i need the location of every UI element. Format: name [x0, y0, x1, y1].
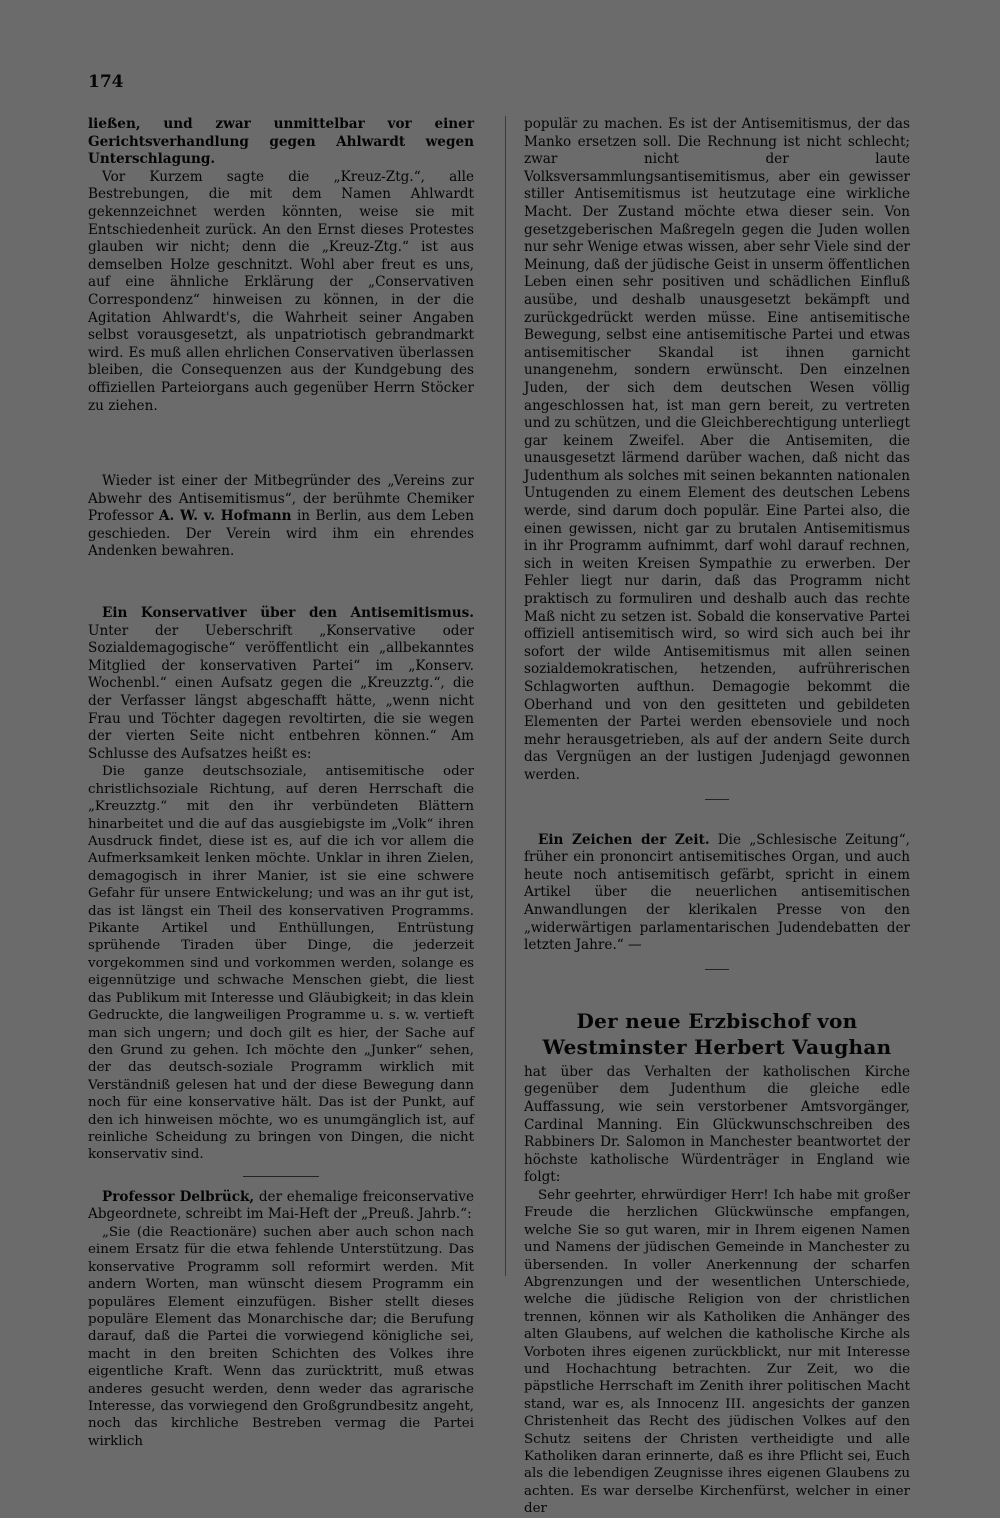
section-divider	[243, 1176, 319, 1177]
quote-delbrueck: „Sie (die Reactionäre) suchen aber auch schon nach einem Ersatz für die etwa fehlende Unterstützung. Das konservative Programm soll reformirt werden. Mit andern Worten, man wünscht diesem Programm ein populäres Element einzufügen. Bisher stellt dieses populäre Element das Monarchische dar; die Berufung darauf, daß die Partei die vorwiegend königliche sei, macht in den breiten Schichten des Volkes ihre eigentliche Kraft. Wenn das zurücktritt, muß etwas anderes gesucht werden, denn weder das agrarische Interesse, das vorwiegend den Großgrundbesitz angeht, noch das kirchliche Bestreben vermag die Partei wirklich	[88, 1224, 474, 1449]
hofmann-text-b: in Berlin, aus dem Leben geschieden. Der Verein wird ihm ein ehrendes Andenken bewahren.	[88, 508, 474, 560]
column-separator	[505, 116, 506, 1276]
quote-vaughan-letter: Sehr geehrter, ehrwürdiger Herr! Ich habe mit großer Freude die herzlichen Glückwünsche empfangen, welche Sie so gut waren, mir in Ihrem eigenen Namen und Namens der jüdischen Gemeinde in Manchester zu übersenden. In voller Anerkennung der scharfen Abgrenzungen und der wesentlichen Unterschiede, welche die jüdische Religion von der christlichen trennen, können wir als Katholiken die Anhänger des alten Glaubens, auf welchen die katholische Kirche als Vorboten ihres eigenen zurückblickt, nur mit Interesse und Hochachtung betrachten. Zur Zeit, wo die päpstliche Herrschaft im Zenith ihrer politischen Macht stand, war es, als Innocenz III. angesichts der ganzen Christenheit das Recht des jüdischen Volkes auf den Schutz seitens der Christen vertheidigte und alle Katholiken daran erinnerte, daß es ihre Pflicht sei, Euch als die lebendigen Zeugnisse ihres eigenen Glaubens zu achten. Es war derselbe Kirchenfürst, welcher in einer der	[524, 1187, 910, 1517]
paragraph-vaughan: hat über das Verhalten der katholischen Kirche gegenüber dem Judenthum die gleiche edle Auffassung, wie sein verstorbener Amtsvorgänger, Cardinal Manning. Ein Glückwunschschreiben des Rabbiners Dr. Salomon in Manchester beantwortet der höchste katholische Würdenträger in England wie folgt:	[524, 1063, 910, 1186]
paragraph-kreuz-ztg: Vor Kurzem sagte die „Kreuz-Ztg.“, alle Bestrebungen, die mit dem Namen Ahlwardt gekennzeichnet werden könnten, weise sie mit Entschiedenheit zurück. An den Ernst dieses Protestes glauben wir nicht; denn die „Kreuz-Ztg.“ ist aus demselben Holze geschnitzt. Wohl aber freut es uns, auf eine ähnliche Erklärung der „Conservativen Correspondenz“ hinweisen zu können, in der die Agitation Ahlwardt's, die Wahrheit seiner Angaben selbst vorausgesetzt, als unpatriotisch gebrandmarkt wird. Es muß allen ehrlichen Conservativen überlassen bleiben, die Consequenzen aus der Kundgebung des offiziellen Parteiorgans auch gegenüber Herrn Stöcker zu ziehen.	[88, 168, 474, 414]
konservativer-text: Unter der Ueberschrift „Konservative oder Sozialdemagogische“ veröffentlicht ein „allbekanntes Mitglied der konservativen Partei“ im „Konserv. Wochenbl.“ einen Aufsatz gegen die „Kreuzztg.“, die der Verfasser längst abgeschafft hätte, „wenn nicht Frau und Töchter dagegen revoltirten, die sie wegen der vierten Seite nicht entbehren können.“ Am Schlusse des Aufsatzes heißt es:	[88, 622, 474, 762]
section-heading-konservativer: Ein Konservativer über den Antisemitismus.	[102, 605, 474, 622]
section-divider	[705, 969, 729, 970]
article-continuation: ließen, und zwar unmittelbar vor einer Gerichtsverhandlung gegen Ahlwardt wegen Unterschlagung.	[88, 116, 474, 168]
page-number: 174	[88, 72, 124, 92]
paragraph-hofmann	[88, 473, 474, 561]
zeichen-text: Die „Schlesische Zeitung“, früher ein prononcirt antisemitisches Organ, und auch heute noch antisemitisch gefärbt, spricht in einem Artikel über die neuerlichen antisemitischen Anwandlungen der klerikalen Presse von den „widerwärtigen parlamentarischen Judendebatten der letzten Jahre.“ —	[524, 831, 910, 954]
article-headline: Der neue Erzbischof von Westminster Herbert Vaughan	[542, 1008, 892, 1059]
paragraph-antisemitismus-continuation: populär zu machen. Es ist der Antisemitismus, der das Manko ersetzen soll. Die Rechnung ist nicht schlecht; zwar nicht der laute Volksversammlungsantisemitismus, aber ein gewisser stiller Antisemitismus ist heutzutage eine wirkliche Macht. Der Zustand möchte etwa dieser sein. Von gesetzgeberischen Maßregeln gegen die Juden wollen nur sehr Wenige etwas wissen, aber sehr Viele sind der Meinung, daß der jüdische Geist in unserm öffentlichen Leben einen sehr positiven und schädlichen Einfluß ausübe, und deshalb unausgesetzt bekämpft und zurückgedrückt werden müsse. Eine antisemitische Bewegung, selbst eine antisemitische Partei und etwas antisemitischer Skandal ist ihnen garnicht unangenehm, sondern erwünscht. Den einzelnen Juden, der sich dem deutschen Wesen völlig angeschlossen hat, ist man gern bereit, zu vertreten und zu schützen, und die Gleichberechtigung unterliegt gar keinem Zweifel. Aber die Antisemiten, die unausgesetzt lärmend darüber wachen, daß nicht das Judenthum als solches mit seinen bekannten nationalen Untugenden zu einem Element des deutschen Lebens werde, sind darum doch populär. Eine Partei also, die einen gewissen, nicht gar zu brutalen Antisemitismus in ihr Programm aufnimmt, darf wohl darauf rechnen, sich in weiten Kreisen Sympathie zu erwerben. Der Fehler liegt nur darin, daß das Programm nicht praktisch zu formuliren und deshalb auch das rechte Maß nicht zu setzen ist. Sobald die konservative Partei offiziell antisemitisch wird, so wird sich auch bei ihr sofort der wilde Antisemitismus mit allen seinen sozialdemokratischen, hetzenden, aufrührerischen Schlagworten aufthun. Demagogie bekommt die Oberhand und von den gesitteten und gebildeten Elementen der Partei werden ebensoviele und noch mehr herausgetrieben, als auf der andern Seite durch das Vergnügen an der lustigen Judenjagd gewonnen werden.	[524, 116, 910, 783]
paragraph-konservativer	[88, 605, 474, 763]
hofmann-text-a: Wieder ist einer der Mitbegründer des „Vereins zur Abwehr des Antisemitismus“, der berühmte Chemiker Professor	[88, 473, 474, 525]
delbrueck-text: der ehemalige freiconservative Abgeordnete, schreibt im Mai-Heft der „Preuß. Jahrb.“:	[88, 1188, 475, 1223]
section-divider	[705, 799, 729, 800]
paragraph-zeichen	[524, 832, 910, 955]
quote-konservativer: Die ganze deutschsoziale, antisemitische oder christlichsoziale Richtung, auf deren Herrschaft die „Kreuzztg.“ mit den ihr verbündeten Blättern hinarbeitet und die auf das ausgiebigste im „Volk“ ihren Ausdruck findet, diese ist es, auf die ich vor allem die Aufmerksamkeit lenken möchte. Unklar in ihren Zielen, demagogisch in ihrer Manier, ist sie eine schwere Gefahr für unsere Entwickelung; und was an ihr gut ist, das ist längst ein Theil des konservativen Programms. Pikante Artikel und Enthüllungen, Entrüstung sprühende Tiraden über Dinge, die jederzeit vorgekommen sind und vorkommen werden, solange es eigennützige und schwache Menschen giebt, die liest das Publikum mit Interesse und Gläubigkeit; in das klein Gedruckte, die langweiligen Programme u. s. w. vertieft man sich ungern; und doch gilt es hier, der Sache auf den Grund zu gehen. Ich möchte den „Junker“ sehen, der das deutsch-soziale Programm wirklich mit Verständniß gelesen hat und der diese Bewegung dann noch für eine konservative hält. Das ist der Punkt, auf den ich hinweisen möchte, wo es unumgänglich ist, auf reinliche Scheidung zu bringen von Dingen, die nicht konservativ sind.	[88, 764, 474, 1163]
section-heading-zeichen: Ein Zeichen der Zeit.	[538, 831, 710, 848]
paragraph-delbrueck	[88, 1189, 474, 1224]
hofmann-name: A. W. v. Hofmann	[158, 508, 292, 525]
right-column	[524, 116, 910, 1518]
section-heading-delbrueck: Professor Delbrück,	[102, 1188, 255, 1205]
left-column	[88, 116, 474, 1450]
